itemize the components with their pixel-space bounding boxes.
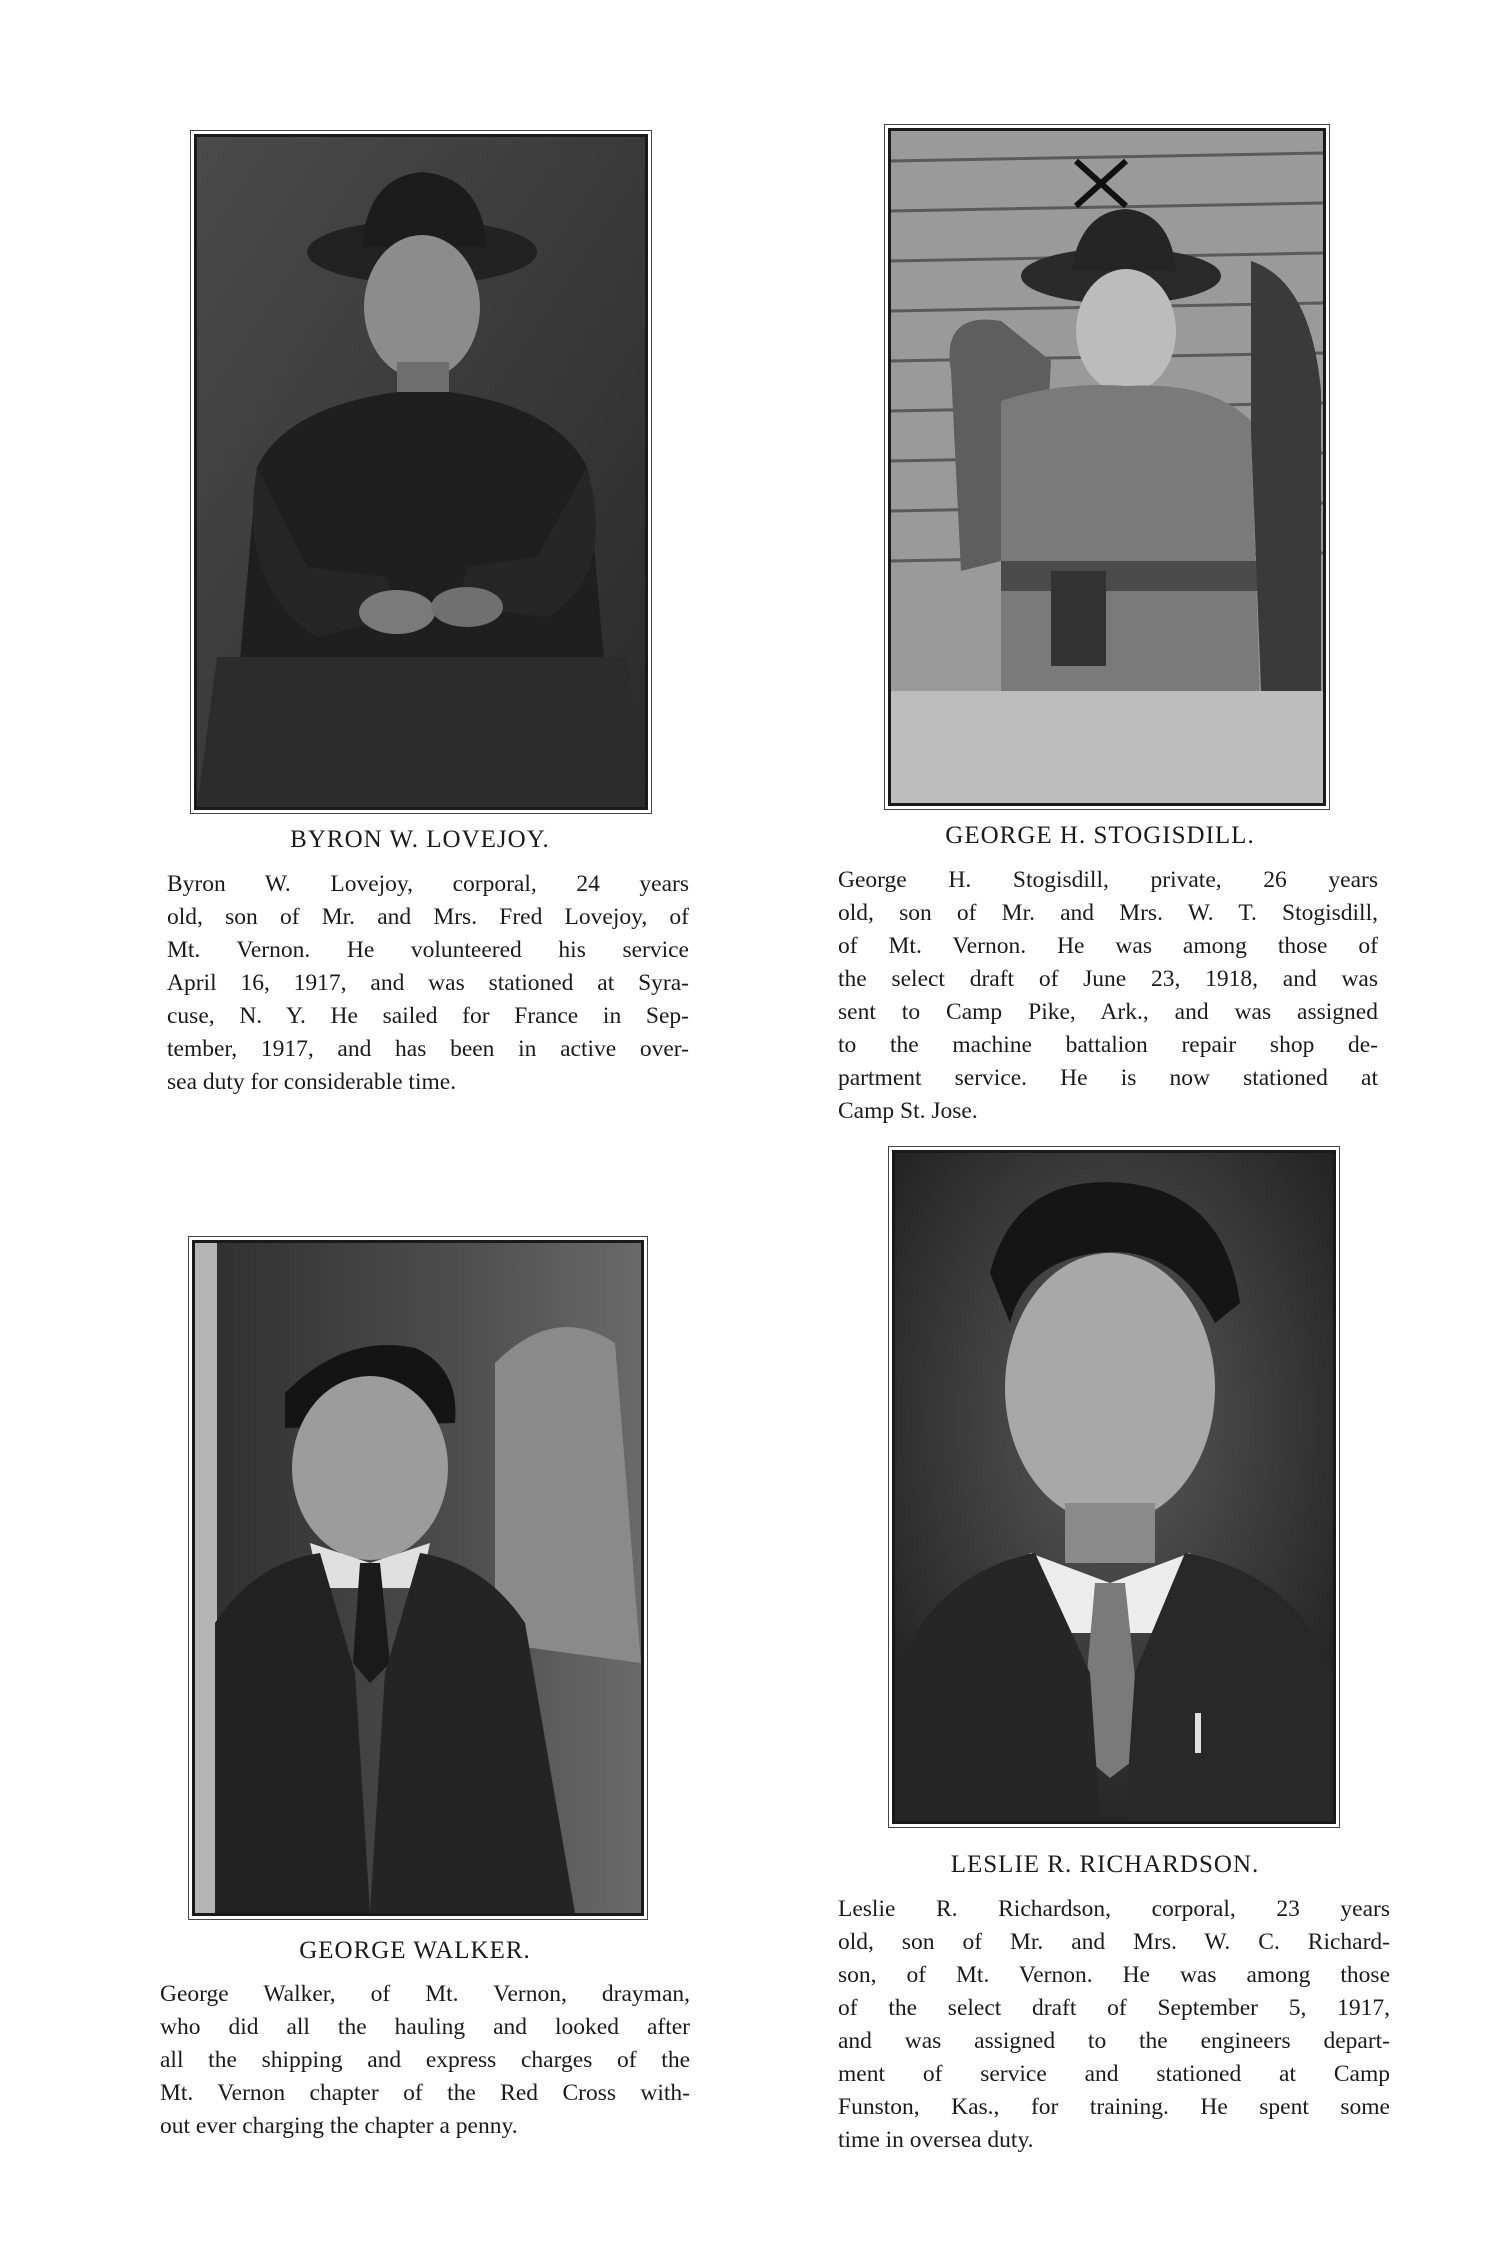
- bio-line: and was assigned to the engineers depart-: [838, 2028, 1390, 2054]
- portrait-man-in-suit: [195, 1243, 641, 1913]
- bio-line: time in oversea duty.: [838, 2127, 1034, 2153]
- bio-line: cuse, N. Y. He sailed for France in Sep-: [167, 1003, 689, 1029]
- bio-line: of Mt. Vernon. He was among those of: [838, 933, 1378, 959]
- bio-line: Camp St. Jose.: [838, 1098, 978, 1124]
- bio-line: old, son of Mr. and Mrs. Fred Lovejoy, of: [167, 904, 689, 930]
- bio-line: old, son of Mr. and Mrs. W. T. Stogisdill,: [838, 900, 1378, 926]
- bio-line: the select draft of June 23, 1918, and was: [838, 966, 1378, 992]
- entry-name: GEORGE WALKER.: [299, 1937, 531, 1964]
- bio-line: Mt. Vernon. He volunteered his service: [167, 937, 689, 963]
- entry-name: LESLIE R. RICHARDSON.: [950, 1851, 1260, 1878]
- bio-line: old, son of Mr. and Mrs. W. C. Richard-: [838, 1929, 1390, 1955]
- photo-byron-lovejoy: [194, 134, 648, 810]
- portrait-soldier-seated: [197, 137, 645, 807]
- bio-line: April 16, 1917, and was stationed at Syra-: [167, 970, 689, 996]
- bio-line: George Walker, of Mt. Vernon, drayman,: [160, 1981, 690, 2007]
- bio-line: out ever charging the chapter a penny.: [160, 2113, 518, 2139]
- bio-line: Mt. Vernon chapter of the Red Cross with-: [160, 2080, 690, 2106]
- bio-line: George H. Stogisdill, private, 26 years: [838, 867, 1378, 893]
- bio-line: sent to Camp Pike, Ark., and was assigned: [838, 999, 1378, 1025]
- bio-line: who did all the hauling and looked after: [160, 2014, 690, 2040]
- bio-line: Byron W. Lovejoy, corporal, 24 years: [167, 871, 689, 897]
- bio-line: Funston, Kas., for training. He spent some: [838, 2094, 1390, 2120]
- bio-line: of the select draft of September 5, 1917,: [838, 1995, 1390, 2021]
- bio-line: partment service. He is now stationed at: [838, 1065, 1378, 1091]
- entry-bio: [838, 1893, 1390, 2157]
- bio-line: to the machine battalion repair shop de-: [838, 1032, 1378, 1058]
- entry-name: BYRON W. LOVEJOY.: [290, 826, 550, 853]
- photo-george-walker: [192, 1240, 644, 1916]
- portrait-soldier-with-pack: [891, 131, 1323, 803]
- photo-leslie-richardson: [892, 1150, 1336, 1824]
- bio-line: sea duty for considerable time.: [167, 1069, 457, 1095]
- bio-line: Leslie R. Richardson, corporal, 23 years: [838, 1896, 1390, 1922]
- entry-bio: [838, 864, 1378, 1128]
- entry-name: GEORGE H. STOGISDILL.: [945, 822, 1255, 849]
- bio-line: tember, 1917, and has been in active over-: [167, 1036, 689, 1062]
- entry-bio: [167, 868, 689, 1099]
- bio-line: all the shipping and express charges of the: [160, 2047, 690, 2073]
- photo-george-stogisdill: [888, 128, 1326, 806]
- portrait-young-man: [895, 1153, 1333, 1821]
- entry-bio: [160, 1978, 690, 2143]
- bio-line: son, of Mt. Vernon. He was among those: [838, 1962, 1390, 1988]
- bio-line: ment of service and stationed at Camp: [838, 2061, 1390, 2087]
